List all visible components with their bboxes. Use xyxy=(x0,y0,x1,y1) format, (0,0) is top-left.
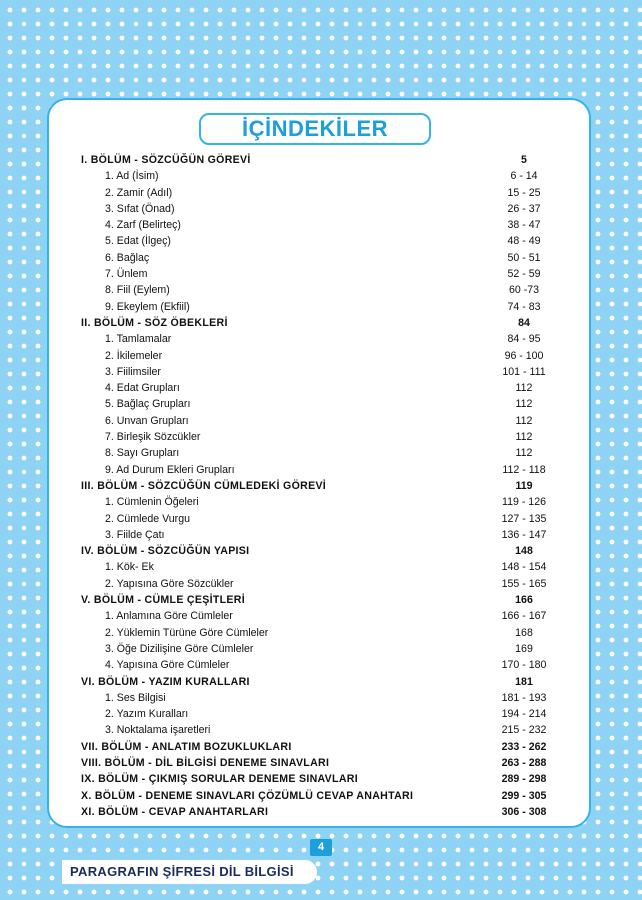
toc-item-row xyxy=(81,168,561,184)
toc-page-range: 169 xyxy=(515,642,533,655)
toc-page-range: 48 - 49 xyxy=(507,235,541,248)
toc-item-row xyxy=(81,445,561,461)
toc-label: 7. Ünlem xyxy=(105,268,148,281)
toc-item-row xyxy=(81,380,561,396)
toc-item-row xyxy=(81,511,561,527)
toc-item-row xyxy=(81,331,561,347)
toc-page-range: 136 - 147 xyxy=(501,528,547,541)
toc-section-row xyxy=(81,804,561,820)
toc-item-row xyxy=(81,299,561,315)
footer-bar xyxy=(62,860,317,884)
toc-item-row xyxy=(81,282,561,298)
toc-label: 9. Ad Durum Ekleri Grupları xyxy=(105,463,235,476)
toc-page-range: 166 - 167 xyxy=(501,610,547,623)
toc-page-range: 84 - 95 xyxy=(507,333,541,346)
toc-page xyxy=(47,98,591,828)
toc-section-row xyxy=(81,543,561,559)
page-number: 4 xyxy=(310,839,332,856)
toc-page-range: 38 - 47 xyxy=(507,219,541,232)
toc-label: 3. Noktalama işaretleri xyxy=(105,724,211,737)
toc-page-range: 6 - 14 xyxy=(510,170,538,183)
toc-page-range: 263 - 288 xyxy=(501,756,547,769)
toc-item-row xyxy=(81,348,561,364)
toc-page-range: 26 - 37 xyxy=(507,202,541,215)
toc-page-range: 306 - 308 xyxy=(501,805,547,818)
toc-item-row xyxy=(81,527,561,543)
toc-label: 6. Unvan Grupları xyxy=(105,414,189,427)
footer-title: PARAGRAFIN ŞİFRESİ DİL BİLGİSİ xyxy=(70,864,294,879)
toc-item-row xyxy=(81,690,561,706)
toc-page-range: 181 xyxy=(515,675,533,688)
toc-page-range: 112 - 118 xyxy=(502,463,546,476)
toc-item-row xyxy=(81,201,561,217)
toc-label: IV. BÖLÜM - SÖZCÜĞÜN YAPISI xyxy=(81,545,250,558)
toc-label: 2. Cümlede Vurgu xyxy=(105,512,190,525)
toc-page-range: 74 - 83 xyxy=(507,300,541,313)
toc-label: X. BÖLÜM - DENEME SINAVLARI ÇÖZÜMLÜ CEVAP ANAHTARI xyxy=(81,789,414,802)
toc-item-row xyxy=(81,625,561,641)
toc-item-row xyxy=(81,608,561,624)
toc-item-row xyxy=(81,413,561,429)
toc-item-row xyxy=(81,217,561,233)
toc-label: 2. Yüklemin Türüne Göre Cümleler xyxy=(105,626,269,639)
toc-page-range: 112 xyxy=(515,414,533,427)
toc-item-row xyxy=(81,233,561,249)
toc-item-row xyxy=(81,706,561,722)
toc-section-row xyxy=(81,674,561,690)
toc-page-range: 148 - 154 xyxy=(501,561,547,574)
toc-page-range: 15 - 25 xyxy=(507,186,541,199)
toc-label: 3. Fiilimsiler xyxy=(105,365,161,378)
toc-label: 5. Bağlaç Grupları xyxy=(105,398,191,411)
toc-page-range: 181 - 193 xyxy=(501,691,547,704)
toc-label: 2. Yapısına Göre Sözcükler xyxy=(105,577,234,590)
toc-label: 8. Fiil (Eylem) xyxy=(105,284,170,297)
toc-label: 3. Öğe Dizilişine Göre Cümleler xyxy=(105,642,254,655)
toc-page-range: 166 xyxy=(515,594,533,607)
toc-label: 4. Edat Grupları xyxy=(105,382,180,395)
toc-section-row xyxy=(81,739,561,755)
toc-label: 2. Zamir (Adıl) xyxy=(105,186,173,199)
toc-label: 7. Birleşik Sözcükler xyxy=(105,431,201,444)
toc-item-row xyxy=(81,364,561,380)
toc-item-row xyxy=(81,429,561,445)
toc-page-range: 112 xyxy=(515,431,533,444)
toc-page-range: 50 - 51 xyxy=(507,251,541,264)
toc-label: VI. BÖLÜM - YAZIM KURALLARI xyxy=(81,675,250,688)
toc-label: 1. Kök- Ek xyxy=(105,561,154,574)
toc-label: 1. Ad (İsim) xyxy=(105,170,159,183)
toc-page-range: 299 - 305 xyxy=(501,789,547,802)
toc-page-range: 5 xyxy=(521,154,527,166)
toc-page-range: 60 -73 xyxy=(508,284,540,297)
toc-item-row xyxy=(81,462,561,478)
toc-section-row xyxy=(81,771,561,787)
toc-page-range: 112 xyxy=(515,398,533,411)
toc-section-row xyxy=(81,592,561,608)
toc-page-range: 168 xyxy=(515,626,533,639)
toc-label: XI. BÖLÜM - CEVAP ANAHTARLARI xyxy=(81,805,269,818)
toc-label: 4. Yapısına Göre Cümleler xyxy=(105,659,230,672)
toc-label: 9. Ekeylem (Ekfiil) xyxy=(105,300,190,313)
toc-label: 1. Cümlenin Öğeleri xyxy=(105,496,199,509)
toc-label: 3. Sıfat (Önad) xyxy=(105,202,175,215)
toc-label: 1. Tamlamalar xyxy=(105,333,172,346)
toc-item-row xyxy=(81,641,561,657)
toc-section-row xyxy=(81,478,561,494)
toc-section-row xyxy=(81,315,561,331)
toc-label: 3. Fiilde Çatı xyxy=(105,528,165,541)
toc-page-range: 233 - 262 xyxy=(501,740,547,753)
toc-label: IX. BÖLÜM - ÇIKMIŞ SORULAR DENEME SINAVLARI xyxy=(81,773,358,786)
toc-page-range: 119 - 126 xyxy=(502,496,546,509)
toc-item-row xyxy=(81,559,561,575)
toc-list xyxy=(81,152,561,820)
toc-label: V. BÖLÜM - CÜMLE ÇEŞİTLERİ xyxy=(81,594,245,607)
toc-page-range: 127 - 135 xyxy=(501,512,547,525)
toc-label: III. BÖLÜM - SÖZCÜĞÜN CÜMLEDEKİ GÖREVİ xyxy=(81,479,327,492)
toc-section-row xyxy=(81,788,561,804)
toc-section-row xyxy=(81,152,561,168)
toc-item-row xyxy=(81,250,561,266)
toc-item-row xyxy=(81,494,561,510)
toc-page-range: 155 - 165 xyxy=(501,577,547,590)
toc-item-row xyxy=(81,266,561,282)
toc-label: 1. Anlamına Göre Cümleler xyxy=(105,610,233,623)
toc-label: 4. Zarf (Belirteç) xyxy=(105,219,181,232)
toc-page-range: 52 - 59 xyxy=(507,268,541,281)
toc-label: 1. Ses Bilgisi xyxy=(105,691,166,704)
page-title: İÇİNDEKİLER xyxy=(241,116,389,141)
toc-page-range: 101 - 111 xyxy=(502,365,546,378)
toc-label: II. BÖLÜM - SÖZ ÖBEKLERİ xyxy=(81,316,228,329)
toc-label: 2. Yazım Kuralları xyxy=(105,708,189,721)
toc-page-range: 170 - 180 xyxy=(501,659,547,672)
toc-item-row xyxy=(81,657,561,673)
toc-label: VIII. BÖLÜM - DİL BİLGİSİ DENEME SINAVLARI xyxy=(81,756,330,769)
toc-page-range: 112 xyxy=(515,447,533,460)
toc-label: VII. BÖLÜM - ANLATIM BOZUKLUKLARI xyxy=(81,740,292,753)
toc-page-range: 119 xyxy=(515,479,533,492)
toc-page-range: 215 - 232 xyxy=(501,724,547,737)
toc-page-range: 84 xyxy=(518,316,530,329)
toc-label: 2. İkilemeler xyxy=(105,349,163,362)
toc-item-row xyxy=(81,396,561,412)
toc-page-range: 148 xyxy=(515,545,533,558)
toc-page-range: 194 - 214 xyxy=(501,708,547,721)
toc-label: 5. Edat (İlgeç) xyxy=(105,235,171,248)
toc-item-row xyxy=(81,722,561,738)
toc-page-range: 112 xyxy=(515,382,533,395)
title-box xyxy=(199,113,431,145)
toc-label: I. BÖLÜM - SÖZCÜĞÜN GÖREVİ xyxy=(81,154,251,166)
toc-section-row xyxy=(81,755,561,771)
toc-label: 8. Sayı Grupları xyxy=(105,447,180,460)
toc-label: 6. Bağlaç xyxy=(105,251,150,264)
toc-page-range: 96 - 100 xyxy=(504,349,544,362)
toc-item-row xyxy=(81,576,561,592)
toc-item-row xyxy=(81,185,561,201)
toc-page-range: 289 - 298 xyxy=(501,773,547,786)
